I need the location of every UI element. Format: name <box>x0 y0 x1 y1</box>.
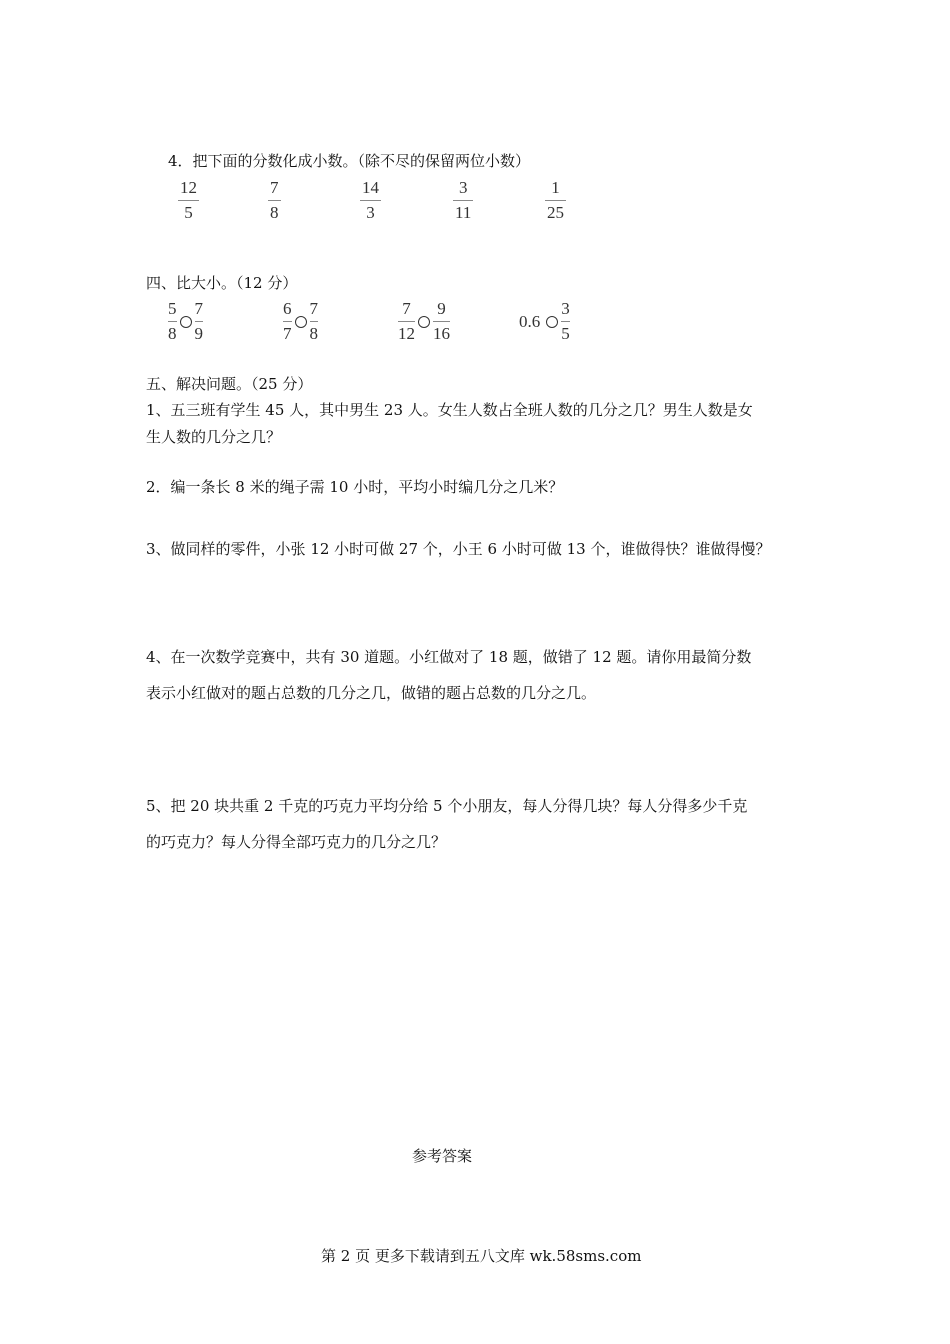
fraction-bar <box>195 321 204 322</box>
compare-left-fraction <box>168 300 177 343</box>
fraction-2 <box>268 179 281 222</box>
fraction-bar <box>310 321 319 322</box>
denominator: 8 <box>168 324 177 343</box>
compare-circle-icon <box>180 316 192 328</box>
denominator: 12 <box>398 324 415 343</box>
problem-2: 2．编一条长 8 米的绳子需 10 小时，平均小时编几分之几米？ <box>146 478 564 496</box>
problem-4-line-2: 表示小红做对的题占总数的几分之几，做错的题占总数的几分之几。 <box>146 684 597 702</box>
answer-title: 参考答案 <box>412 1147 473 1165</box>
fraction-1-denominator: 5 <box>184 203 193 222</box>
problem-1-line-1: 1、五三班有学生 45 人，其中男生 23 人。女生人数占全班人数的几分之几？男生人数是女 <box>146 401 753 419</box>
problem-4-line-1: 4、在一次数学竞赛中，共有 30 道题。小红做对了 18 题，做错了 12 题。请你用最简分数 <box>146 648 752 666</box>
compare-item-2 <box>283 300 318 343</box>
fraction-5-denominator: 25 <box>547 203 564 222</box>
fraction-5 <box>545 179 566 222</box>
fraction-4 <box>453 179 473 222</box>
fraction-bar <box>545 200 566 201</box>
compare-item-3 <box>398 300 450 343</box>
fraction-bar <box>168 321 177 322</box>
compare-right-fraction <box>433 300 450 343</box>
compare-left-fraction <box>283 300 292 343</box>
denominator: 5 <box>561 324 570 343</box>
compare-right-fraction <box>195 300 204 343</box>
numerator: 7 <box>402 299 411 318</box>
numerator: 7 <box>194 299 203 318</box>
problem-5-line-1: 5、把 20 块共重 2 千克的巧克力平均分给 5 个小朋友，每人分得几块？每人分得多少千克 <box>146 797 748 815</box>
fraction-bar <box>360 200 381 201</box>
compare-right-fraction <box>561 300 570 343</box>
compare-heading: 四、比大小。（12 分） <box>146 274 298 292</box>
fraction-3-numerator: 14 <box>362 178 379 197</box>
numerator: 5 <box>168 299 177 318</box>
denominator: 16 <box>433 324 450 343</box>
fraction-2-numerator: 7 <box>270 178 279 197</box>
compare-left-fraction <box>398 300 415 343</box>
fraction-1 <box>178 179 199 222</box>
numerator: 9 <box>437 299 446 318</box>
fraction-bar <box>433 321 450 322</box>
fraction-bar <box>178 200 199 201</box>
fraction-bar <box>268 200 281 201</box>
fraction-1-numerator: 12 <box>180 178 197 197</box>
compare-item-1 <box>168 300 203 343</box>
problem-3: 3、做同样的零件，小张 12 小时可做 27 个，小王 6 小时可做 13 个，谁做得快？谁做得慢？ <box>146 540 771 558</box>
compare-left-decimal: 0.6 <box>519 311 541 331</box>
compare-circle-icon <box>418 316 430 328</box>
denominator: 7 <box>283 324 292 343</box>
fraction-4-denominator: 11 <box>455 203 472 222</box>
numerator: 6 <box>283 299 292 318</box>
problem-1-line-2: 生人数的几分之几？ <box>146 428 282 446</box>
compare-item-4 <box>519 300 570 343</box>
denominator: 8 <box>309 324 318 343</box>
page-footer: 第 2 页 更多下载请到五八文库 wk.58sms.com <box>321 1247 642 1265</box>
fraction-bar <box>561 321 570 322</box>
fraction-5-numerator: 1 <box>551 178 560 197</box>
section-4-heading: 4．把下面的分数化成小数。（除不尽的保留两位小数） <box>168 152 531 170</box>
numerator: 7 <box>309 299 318 318</box>
fraction-4-numerator: 3 <box>458 178 468 197</box>
compare-circle-icon <box>295 316 307 328</box>
fraction-3-denominator: 3 <box>366 203 375 222</box>
fraction-bar <box>453 200 473 201</box>
numerator: 3 <box>561 299 570 318</box>
problem-5-line-2: 的巧克力？每人分得全部巧克力的几分之几？ <box>146 833 447 851</box>
fraction-bar <box>398 321 415 322</box>
compare-circle-icon <box>546 316 558 328</box>
fraction-bar <box>283 321 292 322</box>
fraction-3 <box>360 179 381 222</box>
fraction-2-denominator: 8 <box>270 203 279 222</box>
problems-heading: 五、解决问题。（25 分） <box>146 375 313 393</box>
compare-right-fraction <box>310 300 319 343</box>
denominator: 9 <box>194 324 203 343</box>
